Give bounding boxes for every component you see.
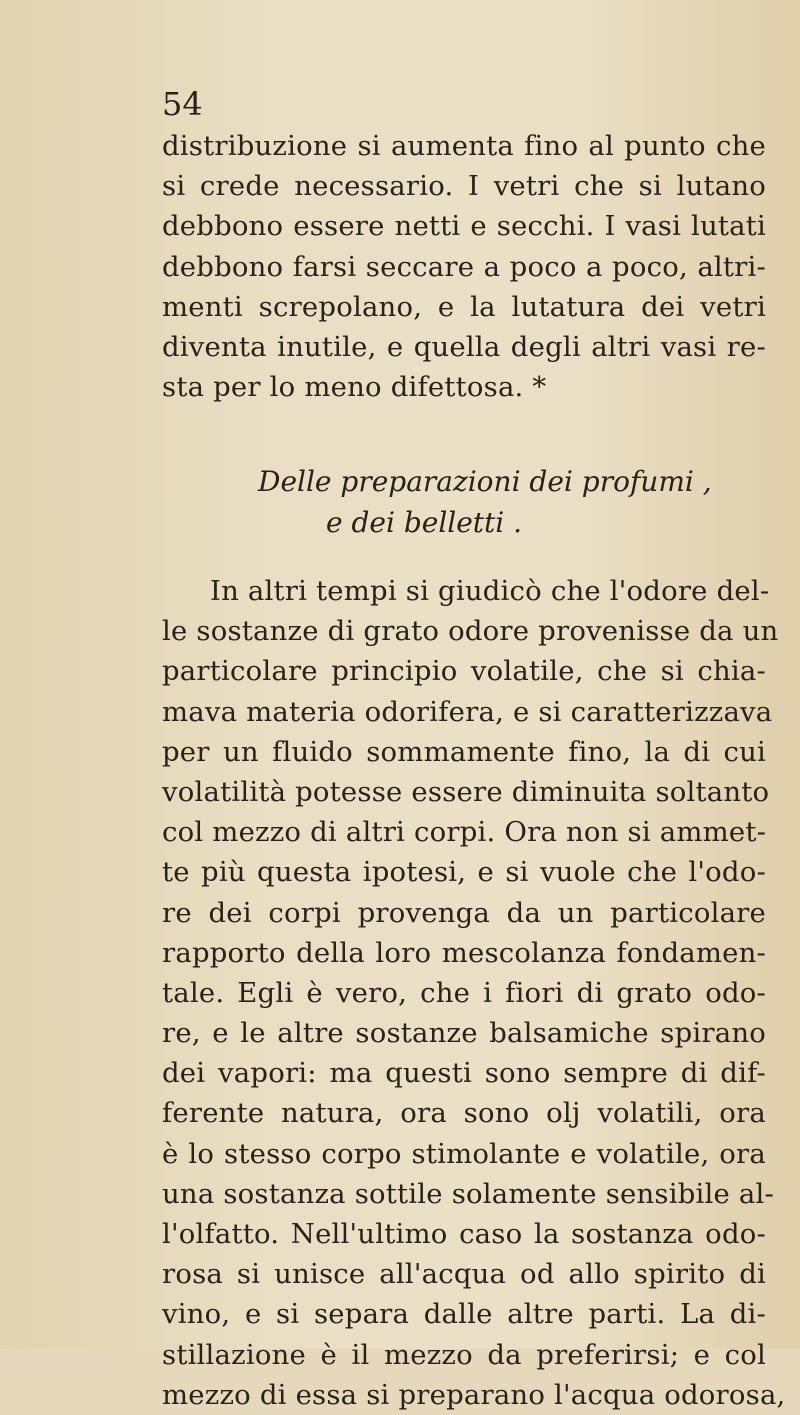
text-line: mava materia odorifera, e si caratterizzava	[162, 695, 773, 728]
paragraph-1	[162, 126, 766, 407]
text-line: sta per lo meno difettosa. *	[162, 371, 547, 404]
text-line: volatilità potesse essere diminuita soltanto	[162, 775, 770, 808]
text-line: debbono essere netti e secchi. I vasi lutati	[162, 210, 766, 243]
text-line: stillazione è il mezzo da preferirsi; e col	[162, 1338, 766, 1371]
text-line: re dei corpi provenga da un particolare	[162, 896, 766, 929]
text-line: particolare principio volatile, che si chia-	[162, 655, 766, 688]
text-line: rapporto della loro mescolanza fondamen-	[162, 936, 766, 969]
text-line: è lo stesso corpo stimolante e volatile, ora	[162, 1137, 766, 1170]
text-line: si crede necessario. I vetri che si lutano	[162, 170, 766, 203]
text-line: rosa si unisce all'acqua od allo spirito di	[162, 1258, 766, 1291]
text-line: le sostanze di grato odore provenisse da un	[162, 615, 779, 648]
text-line: per un fluido sommamente fino, la di cui	[162, 735, 766, 768]
text-line: dei vapori: ma questi sono sempre di dif-	[162, 1057, 766, 1090]
text-line: re, e le altre sostanze balsamiche spirano	[162, 1017, 766, 1050]
text-line: menti screpolano, e la lutatura dei vetri	[162, 290, 766, 323]
text-line: ferente natura, ora sono olj volatili, ora	[162, 1097, 766, 1130]
text-line: debbono farsi seccare a poco a poco, altri-	[162, 250, 766, 283]
text-line: una sostanza sottile solamente sensibile al-	[162, 1177, 774, 1210]
text-line: mezzo di essa si preparano l'acqua odorosa,	[162, 1378, 786, 1411]
text-line: l'olfatto. Nell'ultimo caso la sostanza odo-	[162, 1218, 766, 1250]
paragraph-2	[162, 571, 786, 1415]
text-line: In altri tempi si giudicò che l'odore del-	[210, 575, 770, 607]
text-line: col mezzo di altri corpi. Ora non si ammet-	[162, 816, 767, 849]
heading-line-2: e dei belletti .	[326, 506, 523, 539]
text-line: distribuzione si aumenta fino al punto che	[162, 130, 766, 162]
heading-line-1: Delle preparazioni dei profumi ,	[258, 465, 712, 498]
page-number: 54	[162, 85, 203, 123]
text-line: diventa inutile, e quella degli altri vasi re-	[162, 330, 766, 363]
text-line: tale. Egli è vero, che i fiori di grato odo-	[162, 976, 766, 1009]
text-line: te più questa ipotesi, e si vuole che l'odo-	[162, 856, 766, 889]
text-line: vino, e si separa dalle altre parti. La di-	[162, 1298, 766, 1331]
